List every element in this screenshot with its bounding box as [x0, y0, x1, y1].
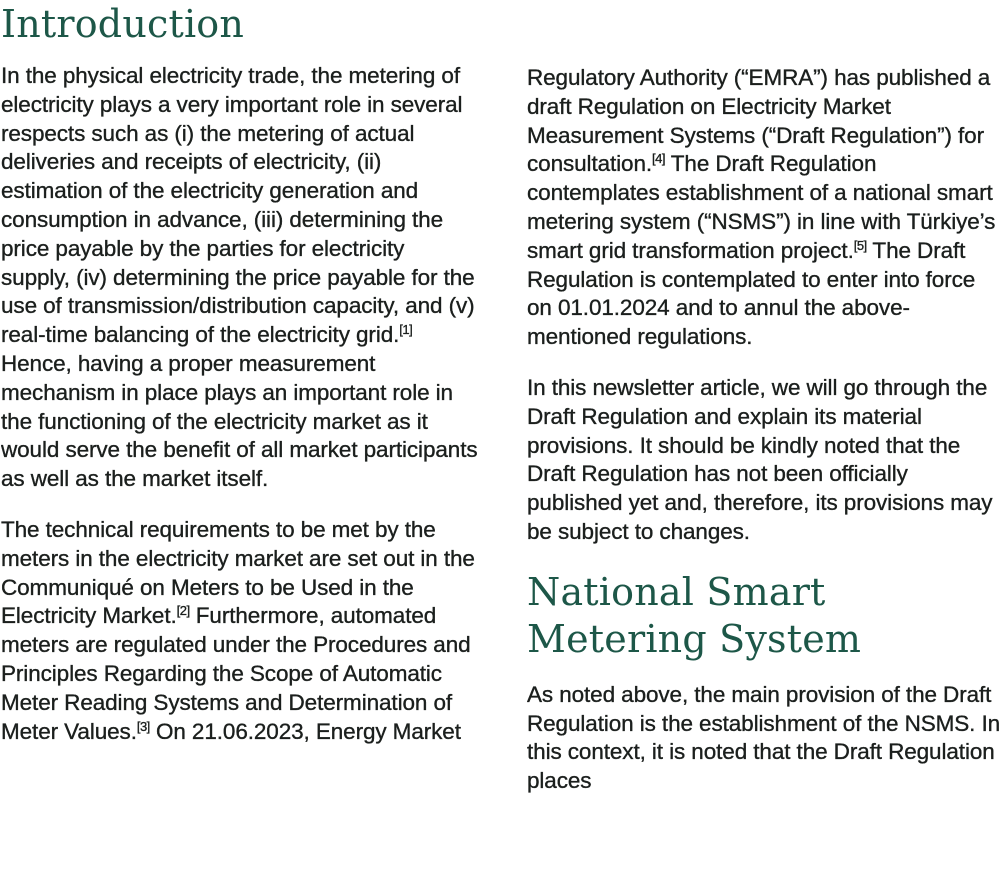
- section-heading-national-smart-metering-system: National Smart Metering System: [527, 569, 862, 661]
- paragraph-newsletter-scope: In this newsletter article, we will go through the Draft Regulation and explain its material provisions. It should be kindly noted that the Draft Regulation has not been officially published yet and, therefore, its provisions may be subject to changes.: [527, 374, 993, 544]
- footnote-marker: [4]: [652, 151, 666, 167]
- footnote-marker: [2]: [176, 603, 190, 619]
- right-column: [527, 2, 1003, 878]
- paragraph-metering-role: In the physical electricity trade, the metering of electricity plays a very important role in several respects such as (i) the metering of actual deliveries and receipts of electricity, (ii) estimation of the electricity generation and consumption in advance, (iii) determining the price payable by the parties for electricity supply, (iv) determining the price payable for the use of transmission/distribution capacity, and (v) real-time balancing of the electricity grid.[1] Hence, having a proper measurement mechanism in place plays an important role in the functioning of the electricity market as it would serve the benefit of all market participants as well as the market itself.: [1, 63, 478, 492]
- left-column: [1, 2, 479, 878]
- footnote-marker: [5]: [853, 237, 867, 253]
- paragraph-draft-regulation: Regulatory Authority (“EMRA”) has published a draft Regulation on Electricity Market Measurement Systems (“Draft Regulation”) for consultation.[4] The Draft Regulation contemplates establishment of a national smart metering system (“NSMS”) in line with Türkiye’s smart grid transformation project.[5] The Draft Regulation is contemplated to enter into force on 01.01.2024 and to annul the above-mentioned regulations.: [527, 65, 996, 350]
- footnote-marker: [3]: [136, 718, 150, 734]
- paragraph-technical-requirements: The technical requirements to be met by the meters in the electricity market are set out in the Communiqué on Meters to be Used in the Electricity Market.[2] Furthermore, automated meters are regulated under the Procedures and Principles Regarding the Scope of Automatic Meter Reading Systems and Determination of Meter Values.[3] On 21.06.2023, Energy Market: [1, 516, 475, 744]
- paragraph-nsms-establishment: As noted above, the main provision of the Draft Regulation is the establishment of the NSMS. In this context, it is noted that the Draft Regulation places: [527, 681, 1001, 794]
- footnote-marker: [1]: [399, 322, 413, 338]
- section-heading-introduction: Introduction: [1, 2, 245, 46]
